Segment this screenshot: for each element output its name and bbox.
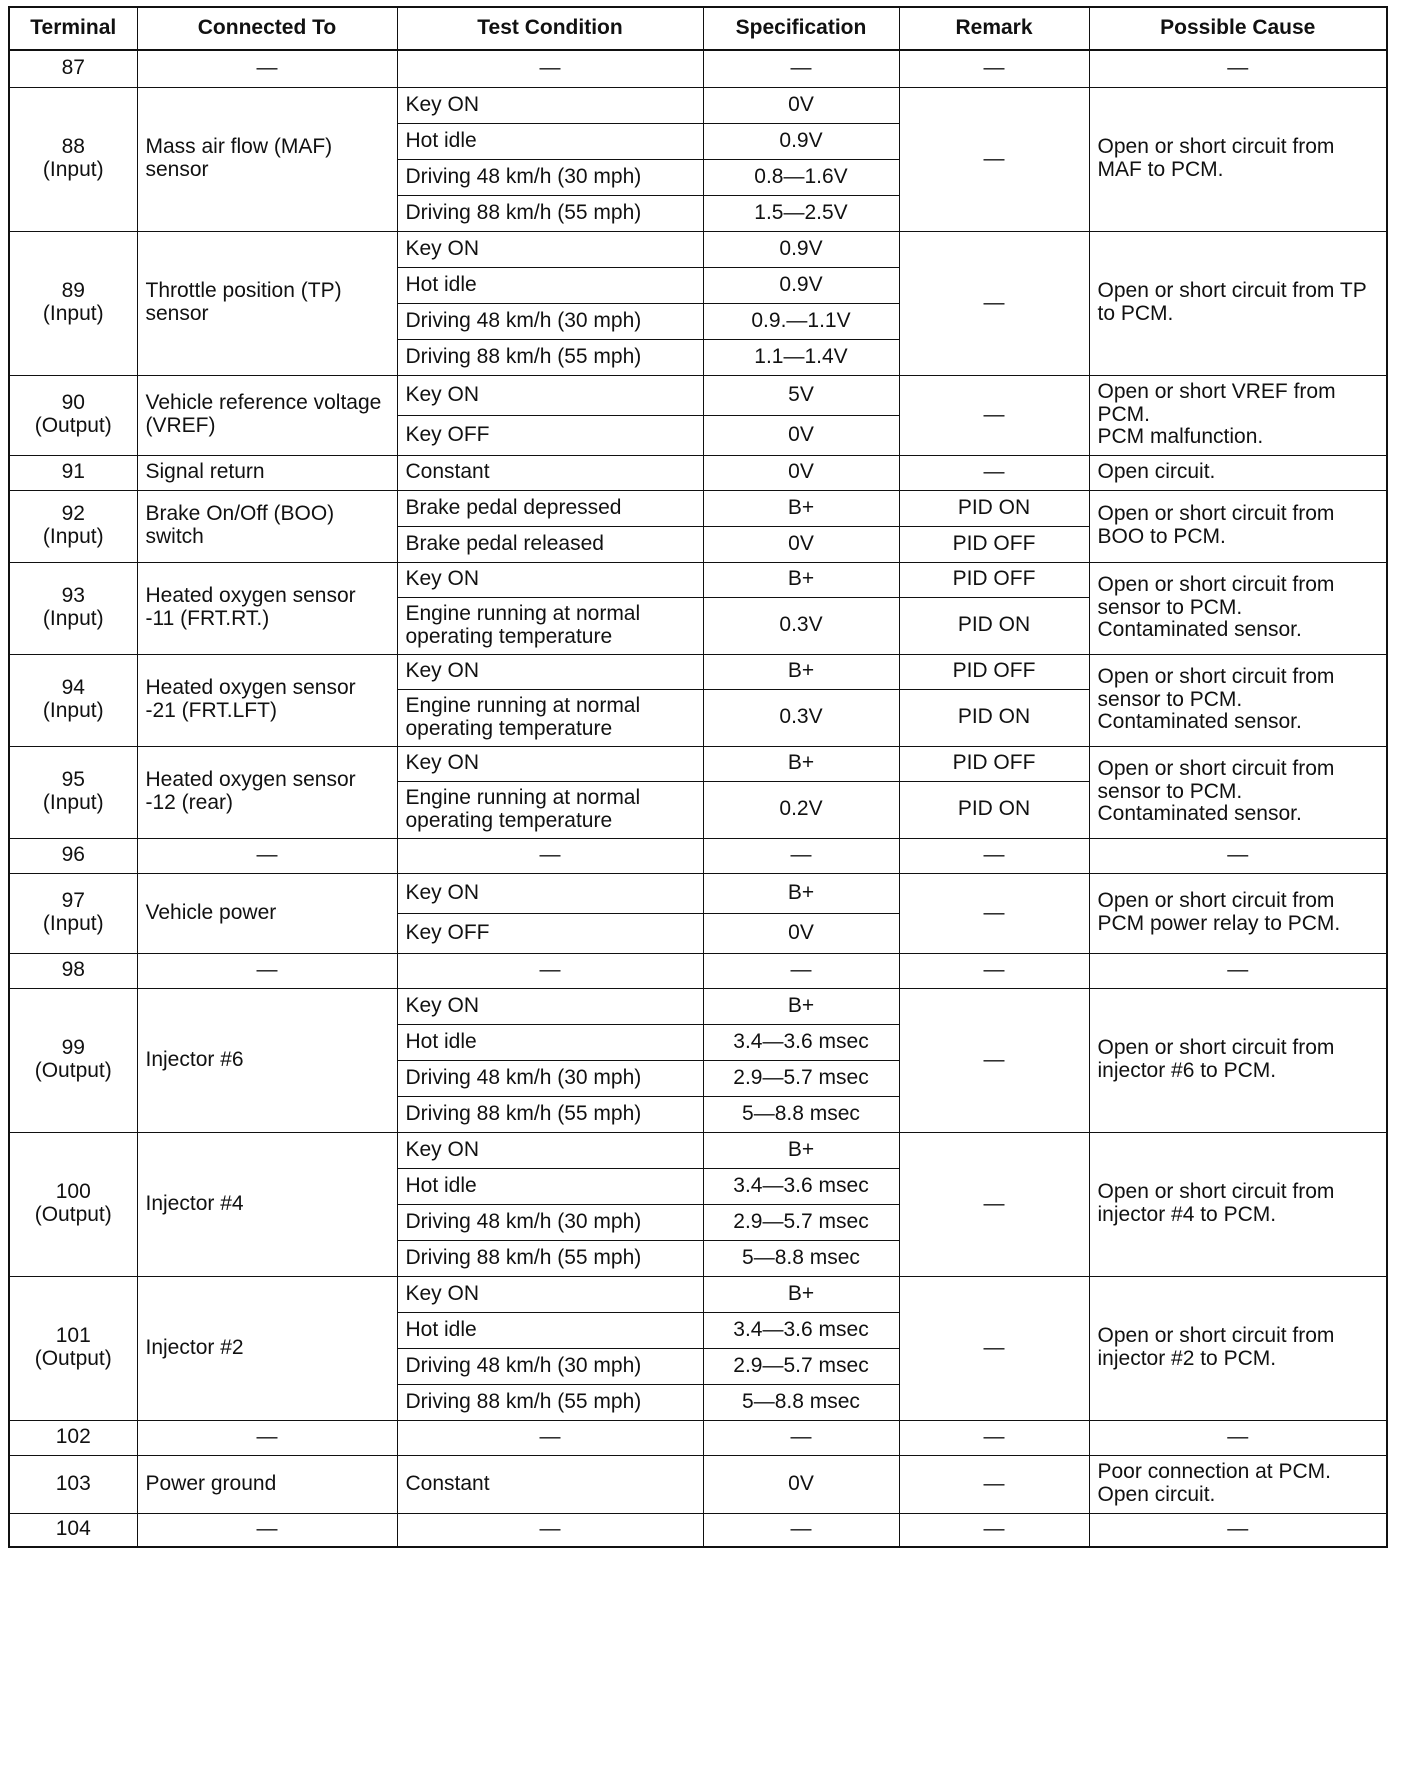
terminal-cell — [9, 873, 137, 953]
possible-cause-extra: Contaminated sensor. — [1097, 710, 1302, 734]
connected-to-cell: Signal return — [137, 455, 397, 490]
specification-cell: B+ — [703, 562, 899, 597]
specification-cell: 0V — [703, 1455, 899, 1513]
specification-cell: 0.3V — [703, 689, 899, 746]
specification-cell: 5—8.8 msec — [703, 1096, 899, 1132]
remark-cell: — — [899, 953, 1089, 988]
test-condition-cell: Key OFF — [397, 913, 703, 953]
remark-cell: — — [899, 455, 1089, 490]
terminal-direction: (Output) — [34, 1059, 112, 1082]
possible-cause-cell — [1089, 1420, 1387, 1455]
possible-cause-cell — [1089, 873, 1387, 953]
table-row — [9, 490, 1387, 526]
terminal-number: 91 — [61, 460, 85, 484]
connected-to-cell: Injector #6 — [137, 988, 397, 1132]
terminal-direction: (Input) — [42, 302, 104, 325]
header-test-condition: Test Condition — [397, 7, 703, 50]
test-condition-cell: Key ON — [397, 562, 703, 597]
remark-cell: — — [899, 838, 1089, 873]
terminal-cell — [9, 562, 137, 654]
terminal-cell — [9, 1455, 137, 1513]
test-condition-cell: Key ON — [397, 873, 703, 913]
possible-cause-cell — [1089, 988, 1387, 1132]
possible-cause-text: — — [1227, 1425, 1249, 1449]
specification-cell: — — [703, 50, 899, 87]
table-row — [9, 746, 1387, 781]
specification-cell: 3.4—3.6 msec — [703, 1168, 899, 1204]
table-row — [9, 562, 1387, 597]
test-condition-cell: Hot idle — [397, 1024, 703, 1060]
terminal-cell — [9, 87, 137, 231]
header-remark: Remark — [899, 7, 1089, 50]
specification-cell: 0.8—1.6V — [703, 159, 899, 195]
connected-to-cell: Power ground — [137, 1455, 397, 1513]
specification-cell: — — [703, 953, 899, 988]
test-condition-cell: Key ON — [397, 988, 703, 1024]
terminal-number: 97 — [61, 889, 85, 913]
terminal-number: 100 — [55, 1180, 91, 1204]
possible-cause-cell — [1089, 1513, 1387, 1547]
test-condition-cell: Key ON — [397, 1276, 703, 1312]
test-condition-cell: Driving 48 km/h (30 mph) — [397, 303, 703, 339]
remark-cell: PID OFF — [899, 562, 1089, 597]
specification-cell: B+ — [703, 654, 899, 689]
test-condition-cell: Driving 48 km/h (30 mph) — [397, 159, 703, 195]
remark-cell: — — [899, 231, 1089, 375]
possible-cause-text: Open or short circuit from sensor to PCM. — [1097, 664, 1335, 711]
remark-cell: — — [899, 1513, 1089, 1547]
terminal-number: 99 — [61, 1036, 85, 1060]
possible-cause-cell — [1089, 1276, 1387, 1420]
test-condition-cell: — — [397, 50, 703, 87]
table-row — [9, 1513, 1387, 1547]
test-condition-cell: Key OFF — [397, 415, 703, 455]
table-body — [9, 50, 1387, 1547]
possible-cause-text: Open or short circuit from MAF to PCM. — [1097, 135, 1335, 181]
possible-cause-text: Open or short circuit from sensor to PCM. — [1097, 756, 1335, 803]
table-row — [9, 1420, 1387, 1455]
table-row — [9, 953, 1387, 988]
test-condition-cell: Driving 88 km/h (55 mph) — [397, 195, 703, 231]
test-condition-cell: Key ON — [397, 1132, 703, 1168]
terminal-number: 93 — [61, 584, 85, 608]
connected-to-cell: Injector #2 — [137, 1276, 397, 1420]
terminal-cell — [9, 490, 137, 562]
specification-cell: — — [703, 1513, 899, 1547]
possible-cause-text: Open or short circuit from BOO to PCM. — [1097, 502, 1335, 548]
test-condition-cell: Engine running at normal operating temperature — [397, 781, 703, 838]
test-condition-cell: Key ON — [397, 654, 703, 689]
terminal-cell — [9, 375, 137, 455]
possible-cause-cell — [1089, 455, 1387, 490]
remark-cell: — — [899, 1420, 1089, 1455]
terminal-number: 87 — [61, 56, 85, 80]
remark-cell: — — [899, 1132, 1089, 1276]
possible-cause-cell — [1089, 838, 1387, 873]
terminal-direction: (Input) — [42, 699, 104, 722]
test-condition-cell: Hot idle — [397, 123, 703, 159]
specification-cell: 3.4—3.6 msec — [703, 1312, 899, 1348]
remark-cell: PID ON — [899, 490, 1089, 526]
connected-to-cell: — — [137, 1420, 397, 1455]
terminal-number: 103 — [55, 1471, 91, 1495]
test-condition-cell: Brake pedal released — [397, 526, 703, 562]
remark-cell: — — [899, 50, 1089, 87]
terminal-number: 95 — [61, 768, 85, 792]
specification-cell: — — [703, 1420, 899, 1455]
connected-to-cell: Heated oxygen sensor -11 (FRT.RT.) — [137, 562, 397, 654]
specification-cell: 0V — [703, 87, 899, 123]
possible-cause-cell — [1089, 562, 1387, 654]
remark-cell: — — [899, 375, 1089, 455]
specification-cell: 0.9.—1.1V — [703, 303, 899, 339]
remark-cell: PID OFF — [899, 526, 1089, 562]
table-row — [9, 375, 1387, 415]
test-condition-cell: Brake pedal depressed — [397, 490, 703, 526]
test-condition-cell: Key ON — [397, 746, 703, 781]
terminal-direction: (Output) — [34, 1203, 112, 1226]
specification-cell: B+ — [703, 1132, 899, 1168]
terminal-cell — [9, 988, 137, 1132]
terminal-number: 94 — [61, 676, 85, 700]
test-condition-cell: — — [397, 838, 703, 873]
remark-cell: — — [899, 873, 1089, 953]
test-condition-cell: Key ON — [397, 87, 703, 123]
possible-cause-cell — [1089, 746, 1387, 838]
connected-to-cell: Vehicle reference voltage (VREF) — [137, 375, 397, 455]
connected-to-cell: Heated oxygen sensor -21 (FRT.LFT) — [137, 654, 397, 746]
table-row — [9, 838, 1387, 873]
header-row — [9, 7, 1387, 50]
terminal-number: 89 — [61, 279, 85, 303]
test-condition-cell: — — [397, 1420, 703, 1455]
connected-to-cell: — — [137, 838, 397, 873]
test-condition-cell: Constant — [397, 1455, 703, 1513]
possible-cause-extra: PCM malfunction. — [1097, 425, 1264, 449]
possible-cause-text: Open or short circuit from injector #6 to PCM. — [1097, 1036, 1335, 1082]
remark-cell: — — [899, 87, 1089, 231]
terminal-direction: (Input) — [42, 525, 104, 548]
possible-cause-text: Poor connection at PCM. — [1097, 1460, 1331, 1484]
terminal-number: 98 — [61, 958, 85, 982]
test-condition-cell: Driving 88 km/h (55 mph) — [397, 1096, 703, 1132]
possible-cause-text: Open or short circuit from injector #2 to PCM. — [1097, 1324, 1335, 1370]
specification-cell: 0V — [703, 455, 899, 490]
terminal-number: 104 — [55, 1517, 91, 1541]
remark-cell: PID OFF — [899, 654, 1089, 689]
terminal-cell — [9, 1276, 137, 1420]
terminal-cell — [9, 50, 137, 87]
terminal-cell — [9, 654, 137, 746]
connected-to-cell: Vehicle power — [137, 873, 397, 953]
terminal-cell — [9, 231, 137, 375]
connected-to-cell: Throttle position (TP) sensor — [137, 231, 397, 375]
test-condition-cell: Key ON — [397, 375, 703, 415]
specification-cell: 0.9V — [703, 267, 899, 303]
specification-cell: 1.5—2.5V — [703, 195, 899, 231]
header-connected-to: Connected To — [137, 7, 397, 50]
specification-cell: 5—8.8 msec — [703, 1240, 899, 1276]
table-row — [9, 231, 1387, 267]
table-row — [9, 988, 1387, 1024]
terminal-cell — [9, 1513, 137, 1547]
terminal-cell — [9, 953, 137, 988]
terminal-direction: (Output) — [34, 1347, 112, 1370]
possible-cause-text: — — [1227, 56, 1249, 80]
table-row — [9, 455, 1387, 490]
specification-cell: 1.1—1.4V — [703, 339, 899, 375]
possible-cause-cell — [1089, 953, 1387, 988]
possible-cause-extra: Contaminated sensor. — [1097, 618, 1302, 642]
terminal-cell — [9, 1420, 137, 1455]
test-condition-cell: Driving 88 km/h (55 mph) — [397, 1240, 703, 1276]
remark-cell: PID ON — [899, 781, 1089, 838]
possible-cause-text: Open or short circuit from injector #4 to PCM. — [1097, 1180, 1335, 1226]
terminal-direction: (Input) — [42, 791, 104, 814]
possible-cause-cell — [1089, 1132, 1387, 1276]
test-condition-cell: Engine running at normal operating temperature — [397, 689, 703, 746]
terminal-direction: (Input) — [42, 607, 104, 630]
test-condition-cell: Driving 48 km/h (30 mph) — [397, 1348, 703, 1384]
specification-cell: B+ — [703, 873, 899, 913]
possible-cause-text: — — [1227, 958, 1249, 982]
possible-cause-cell — [1089, 50, 1387, 87]
table-row — [9, 873, 1387, 913]
test-condition-cell: — — [397, 953, 703, 988]
header-possible-cause: Possible Cause — [1089, 7, 1387, 50]
connected-to-cell: Heated oxygen sensor -12 (rear) — [137, 746, 397, 838]
specification-cell: 3.4—3.6 msec — [703, 1024, 899, 1060]
terminal-cell — [9, 1132, 137, 1276]
possible-cause-cell — [1089, 375, 1387, 455]
connected-to-cell: Brake On/Off (BOO) switch — [137, 490, 397, 562]
remark-cell: PID ON — [899, 689, 1089, 746]
remark-cell: — — [899, 988, 1089, 1132]
terminal-number: 96 — [61, 843, 85, 867]
remark-cell: PID OFF — [899, 746, 1089, 781]
specification-cell: 0.9V — [703, 123, 899, 159]
specification-cell: B+ — [703, 988, 899, 1024]
specification-cell: 2.9—5.7 msec — [703, 1060, 899, 1096]
remark-cell: — — [899, 1455, 1089, 1513]
terminal-cell — [9, 455, 137, 490]
connected-to-cell: — — [137, 1513, 397, 1547]
specification-cell: — — [703, 838, 899, 873]
test-condition-cell: Driving 88 km/h (55 mph) — [397, 339, 703, 375]
specification-cell: 2.9—5.7 msec — [703, 1204, 899, 1240]
test-condition-cell: Key ON — [397, 231, 703, 267]
connected-to-cell: — — [137, 50, 397, 87]
specification-cell: B+ — [703, 1276, 899, 1312]
test-condition-cell: Hot idle — [397, 267, 703, 303]
test-condition-cell: Driving 48 km/h (30 mph) — [397, 1060, 703, 1096]
possible-cause-text: Open or short circuit from sensor to PCM. — [1097, 572, 1335, 619]
terminal-direction: (Input) — [42, 912, 104, 935]
table-row — [9, 1132, 1387, 1168]
specification-cell: 0V — [703, 913, 899, 953]
terminal-number: 90 — [61, 391, 85, 415]
remark-cell: PID ON — [899, 597, 1089, 654]
table-row — [9, 87, 1387, 123]
test-condition-cell: Constant — [397, 455, 703, 490]
test-condition-cell: Driving 48 km/h (30 mph) — [397, 1204, 703, 1240]
terminal-cell — [9, 746, 137, 838]
terminal-direction: (Output) — [34, 414, 112, 437]
specification-cell: 0.3V — [703, 597, 899, 654]
terminal-number: 88 — [61, 135, 85, 159]
terminal-direction: (Input) — [42, 158, 104, 181]
table-row — [9, 50, 1387, 87]
possible-cause-cell — [1089, 87, 1387, 231]
test-condition-cell: Hot idle — [397, 1168, 703, 1204]
specification-cell: 0V — [703, 415, 899, 455]
possible-cause-text: — — [1227, 843, 1249, 867]
header-specification: Specification — [703, 7, 899, 50]
specification-cell: 0.9V — [703, 231, 899, 267]
specification-cell: B+ — [703, 490, 899, 526]
specification-cell: 5—8.8 msec — [703, 1384, 899, 1420]
test-condition-cell: Driving 88 km/h (55 mph) — [397, 1384, 703, 1420]
remark-cell: — — [899, 1276, 1089, 1420]
connected-to-cell: Mass air flow (MAF) sensor — [137, 87, 397, 231]
header-terminal: Terminal — [9, 7, 137, 50]
possible-cause-cell — [1089, 1455, 1387, 1513]
test-condition-cell: Engine running at normal operating temperature — [397, 597, 703, 654]
test-condition-cell: — — [397, 1513, 703, 1547]
connected-to-cell: — — [137, 953, 397, 988]
specification-cell: 0V — [703, 526, 899, 562]
possible-cause-cell — [1089, 654, 1387, 746]
possible-cause-cell — [1089, 231, 1387, 375]
specification-cell: 5V — [703, 375, 899, 415]
possible-cause-text: Open circuit. — [1097, 460, 1216, 484]
table-row — [9, 1276, 1387, 1312]
terminal-number: 101 — [55, 1324, 91, 1348]
specification-cell: B+ — [703, 746, 899, 781]
terminal-number: 92 — [61, 502, 85, 526]
possible-cause-extra: Contaminated sensor. — [1097, 802, 1302, 826]
specification-cell: 2.9—5.7 msec — [703, 1348, 899, 1384]
possible-cause-text: Open or short circuit from PCM power relay to PCM. — [1097, 889, 1341, 935]
terminal-number: 102 — [55, 1425, 91, 1449]
possible-cause-text: — — [1227, 1517, 1249, 1541]
possible-cause-text: Open or short VREF from PCM. — [1097, 379, 1336, 426]
test-condition-cell: Hot idle — [397, 1312, 703, 1348]
connected-to-cell: Injector #4 — [137, 1132, 397, 1276]
table-row — [9, 1455, 1387, 1513]
pcm-terminal-table — [8, 6, 1388, 1548]
table-row — [9, 654, 1387, 689]
possible-cause-cell — [1089, 490, 1387, 562]
specification-cell: 0.2V — [703, 781, 899, 838]
possible-cause-extra: Open circuit. — [1097, 1483, 1216, 1506]
terminal-cell — [9, 838, 137, 873]
possible-cause-text: Open or short circuit from TP to PCM. — [1097, 279, 1367, 325]
